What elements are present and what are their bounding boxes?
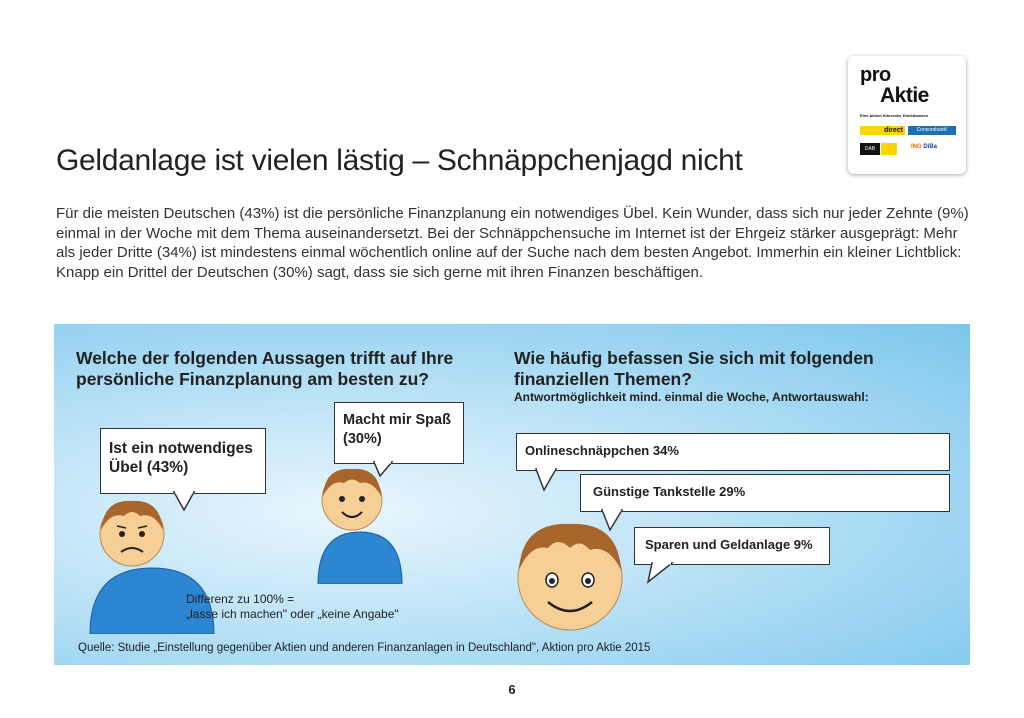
source-citation: Quelle: Studie „Einstellung gegenüber Aktien und anderen Finanzanlagen in Deutschland", Aktion pro Aktie 2015 xyxy=(78,642,651,654)
infographic-panel xyxy=(54,324,970,665)
sponsor-direct: direct xyxy=(860,126,905,135)
logo-line2: Aktie xyxy=(880,84,929,107)
pro-aktie-logo xyxy=(848,56,966,174)
sponsor-dab: DAB bank xyxy=(860,143,880,155)
tail-online xyxy=(536,469,556,490)
big-happy-person-figure xyxy=(514,520,634,640)
bubble-online-text: Onlineschnäppchen 34% xyxy=(525,443,679,458)
right-question: Wie häufig befassen Sie sich mit folgenden finanziellen Themen? xyxy=(514,348,874,389)
bubble-sparen-text: Sparen und Geldanlage 9% xyxy=(645,537,813,552)
page-title: Geldanlage ist vielen lästig – Schnäppchenjagd nicht xyxy=(56,144,743,177)
intro-paragraph: Für die meisten Deutschen (43%) ist die persönliche Finanzplanung ein notwendiges Übel. Kein Wunder, dass sich nur jeder Zehnte (9%) einmal in der Woche mit dem Thema auseinandersetzt. Bei der Schnäppchensuche im Internet ist der Ehrgeiz stärker ausgeprägt: Mehr als jeder Dritte (34%) ist mindestens einmal wöchentlich online auf der Suche nach dem besten Angebot. Immerhin ein kleiner Lichtblick: Knapp ein Drittel der Deutschen (30%) sagt, dass sie sich gerne mit ihren Finanzen beschäftigen. xyxy=(56,205,969,281)
right-subtitle: Antwortmöglichkeit mind. einmal die Woche, Antwortauswahl: xyxy=(514,390,869,404)
sponsor-consorsbank: Consorsbank! xyxy=(908,126,956,135)
sponsor-dab-mark xyxy=(881,143,897,155)
difference-note xyxy=(186,592,399,622)
bubble-spass-text: Macht mir Spaß (30%) xyxy=(343,412,451,447)
sponsor-ing-diba: ING DiBa xyxy=(911,144,938,150)
bubble-uebel-text: Ist ein notwendiges Übel (43%) xyxy=(109,440,253,476)
bubble-tank-text: Günstige Tankstelle 29% xyxy=(593,484,746,499)
page-number: 6 xyxy=(508,682,516,697)
note-line1: Differenz zu 100% = xyxy=(186,592,295,606)
tail-sparen xyxy=(648,563,672,582)
happy-person-figure xyxy=(312,464,408,584)
logo-line1: pro xyxy=(860,64,891,86)
note-line2: „lasse ich machen" oder „keine Angabe" xyxy=(186,607,399,621)
logo-tagline: Eine Aktion führender Direktbanken xyxy=(860,113,929,118)
left-question: Welche der folgenden Aussagen trifft auf Ihre persönliche Finanzplanung am besten zu? xyxy=(76,348,454,389)
